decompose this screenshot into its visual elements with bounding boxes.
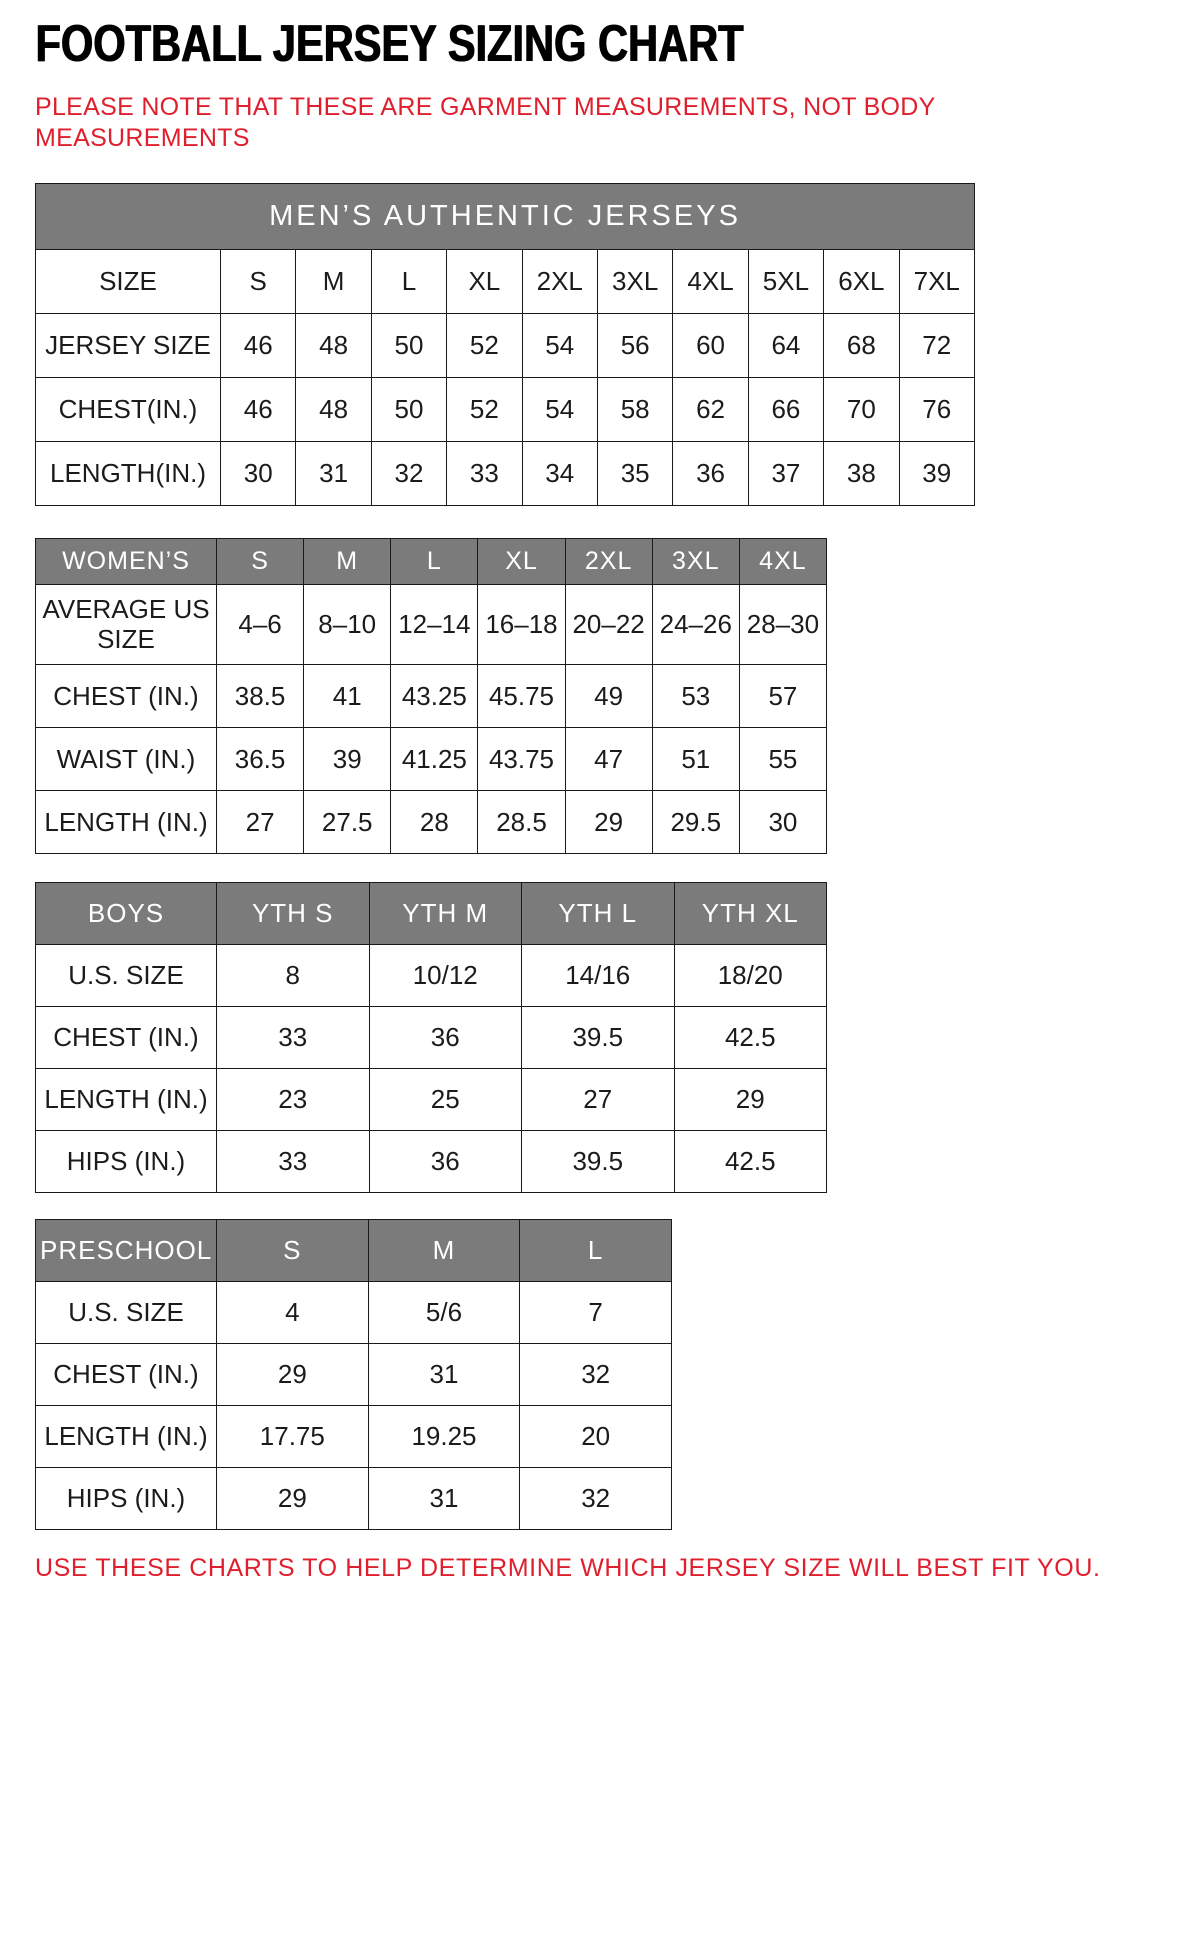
size-cell: 35	[597, 442, 672, 506]
size-cell: 43.75	[478, 728, 565, 791]
size-cell: 23	[217, 1069, 370, 1131]
table-row	[36, 585, 827, 665]
size-cell: 28–30	[739, 585, 826, 665]
size-cell: 42.5	[674, 1131, 827, 1193]
table-row	[36, 378, 975, 442]
row-label: LENGTH(IN.)	[36, 442, 221, 506]
size-header-cell: YTH L	[522, 883, 675, 945]
size-cell: 8	[217, 945, 370, 1007]
size-cell: 29	[217, 1344, 369, 1406]
row-label: HIPS (IN.)	[36, 1131, 217, 1193]
womens-sizing-table	[35, 538, 827, 854]
size-cell: 57	[739, 665, 826, 728]
size-cell: 5XL	[748, 250, 823, 314]
table-row	[36, 314, 975, 378]
mens-sizing-table	[35, 183, 975, 506]
size-cell: 54	[522, 314, 597, 378]
page-title: FOOTBALL JERSEY SIZING CHART	[35, 15, 744, 73]
size-cell: 28.5	[478, 791, 565, 854]
size-header-cell: 4XL	[739, 539, 826, 585]
size-header-cell: L	[391, 539, 478, 585]
size-cell: 8–10	[304, 585, 391, 665]
row-label: U.S. SIZE	[36, 1282, 217, 1344]
size-cell: 3XL	[597, 250, 672, 314]
size-cell: 48	[296, 378, 371, 442]
size-cell: 76	[899, 378, 974, 442]
size-cell: 18/20	[674, 945, 827, 1007]
size-cell: 72	[899, 314, 974, 378]
size-cell: 39.5	[522, 1131, 675, 1193]
size-cell: 50	[371, 378, 446, 442]
size-cell: 28	[391, 791, 478, 854]
size-cell: 37	[748, 442, 823, 506]
size-cell: 53	[652, 665, 739, 728]
size-cell: 46	[221, 314, 296, 378]
row-label: LENGTH (IN.)	[36, 1406, 217, 1468]
size-cell: 29.5	[652, 791, 739, 854]
size-cell: 31	[296, 442, 371, 506]
size-header-cell: 2XL	[565, 539, 652, 585]
size-cell: 60	[673, 314, 748, 378]
size-header-cell: S	[217, 539, 304, 585]
size-cell: 49	[565, 665, 652, 728]
preschool-table-title: PRESCHOOL	[36, 1220, 217, 1282]
size-header-cell: L	[520, 1220, 672, 1282]
table-row	[36, 1406, 672, 1468]
size-cell: 31	[368, 1344, 520, 1406]
table-row	[36, 1069, 827, 1131]
size-cell: 7XL	[899, 250, 974, 314]
table-header-row	[36, 539, 827, 585]
size-cell: 24–26	[652, 585, 739, 665]
size-cell: 33	[217, 1007, 370, 1069]
size-cell: 52	[447, 378, 522, 442]
size-cell: 42.5	[674, 1007, 827, 1069]
size-header-cell: M	[368, 1220, 520, 1282]
row-label: CHEST (IN.)	[36, 1344, 217, 1406]
size-cell: 32	[371, 442, 446, 506]
size-cell: 2XL	[522, 250, 597, 314]
size-cell: 46	[221, 378, 296, 442]
size-cell: 47	[565, 728, 652, 791]
size-cell: 19.25	[368, 1406, 520, 1468]
size-cell: 56	[597, 314, 672, 378]
size-cell: 39	[304, 728, 391, 791]
size-cell: 39.5	[522, 1007, 675, 1069]
table-row	[36, 1007, 827, 1069]
size-cell: 16–18	[478, 585, 565, 665]
garment-measurement-note: PLEASE NOTE THAT THESE ARE GARMENT MEASUREMENTS, NOT BODY MEASUREMENTS	[35, 93, 936, 152]
table-row	[36, 1344, 672, 1406]
size-cell: 48	[296, 314, 371, 378]
row-label: SIZE	[36, 250, 221, 314]
size-cell: 29	[674, 1069, 827, 1131]
size-cell: 31	[368, 1468, 520, 1530]
size-cell: 38	[824, 442, 899, 506]
size-cell: 27	[522, 1069, 675, 1131]
size-cell: 68	[824, 314, 899, 378]
size-cell: 20–22	[565, 585, 652, 665]
size-cell: 50	[371, 314, 446, 378]
size-cell: 41.25	[391, 728, 478, 791]
size-cell: S	[221, 250, 296, 314]
size-cell: 30	[739, 791, 826, 854]
size-header-cell: 3XL	[652, 539, 739, 585]
preschool-sizing-table	[35, 1219, 672, 1530]
size-header-cell: M	[304, 539, 391, 585]
size-cell: 34	[522, 442, 597, 506]
size-cell: 10/12	[369, 945, 522, 1007]
size-cell: 4XL	[673, 250, 748, 314]
size-cell: 12–14	[391, 585, 478, 665]
size-cell: L	[371, 250, 446, 314]
size-header-cell: S	[217, 1220, 369, 1282]
size-cell: 54	[522, 378, 597, 442]
row-label: CHEST(IN.)	[36, 378, 221, 442]
size-cell: 30	[221, 442, 296, 506]
row-label: CHEST (IN.)	[36, 1007, 217, 1069]
table-row	[36, 791, 827, 854]
table-header-row	[36, 883, 827, 945]
size-cell: 41	[304, 665, 391, 728]
size-cell: 32	[520, 1468, 672, 1530]
size-cell: 64	[748, 314, 823, 378]
table-row	[36, 728, 827, 791]
size-cell: M	[296, 250, 371, 314]
size-cell: 33	[447, 442, 522, 506]
row-label: LENGTH (IN.)	[36, 791, 217, 854]
boys-sizing-table	[35, 882, 827, 1193]
size-cell: 25	[369, 1069, 522, 1131]
size-cell: 27.5	[304, 791, 391, 854]
table-row	[36, 442, 975, 506]
table-row	[36, 945, 827, 1007]
row-label: U.S. SIZE	[36, 945, 217, 1007]
table-row	[36, 1468, 672, 1530]
size-cell: 58	[597, 378, 672, 442]
size-cell: 32	[520, 1344, 672, 1406]
table-title-row	[36, 184, 975, 250]
size-cell: 45.75	[478, 665, 565, 728]
size-cell: 20	[520, 1406, 672, 1468]
size-cell: 33	[217, 1131, 370, 1193]
table-row	[36, 1131, 827, 1193]
size-cell: 4–6	[217, 585, 304, 665]
row-label: JERSEY SIZE	[36, 314, 221, 378]
size-cell: 7	[520, 1282, 672, 1344]
mens-table-title: MEN’S AUTHENTIC JERSEYS	[36, 184, 975, 250]
table-row	[36, 250, 975, 314]
size-cell: 36.5	[217, 728, 304, 791]
size-cell: 29	[217, 1468, 369, 1530]
table-header-row	[36, 1220, 672, 1282]
size-cell: 55	[739, 728, 826, 791]
size-cell: 36	[673, 442, 748, 506]
size-cell: 17.75	[217, 1406, 369, 1468]
size-cell: 38.5	[217, 665, 304, 728]
size-cell: 29	[565, 791, 652, 854]
size-cell: 5/6	[368, 1282, 520, 1344]
row-label: AVERAGE US SIZE	[36, 585, 217, 665]
table-row	[36, 1282, 672, 1344]
size-cell: 62	[673, 378, 748, 442]
size-cell: 52	[447, 314, 522, 378]
size-cell: 36	[369, 1007, 522, 1069]
size-cell: 66	[748, 378, 823, 442]
size-cell: 4	[217, 1282, 369, 1344]
womens-table-title: WOMEN’S	[36, 539, 217, 585]
size-cell: 14/16	[522, 945, 675, 1007]
size-cell: 51	[652, 728, 739, 791]
boys-table-title: BOYS	[36, 883, 217, 945]
size-header-cell: XL	[478, 539, 565, 585]
size-cell: 70	[824, 378, 899, 442]
size-cell: 27	[217, 791, 304, 854]
size-cell: XL	[447, 250, 522, 314]
row-label: HIPS (IN.)	[36, 1468, 217, 1530]
row-label: LENGTH (IN.)	[36, 1069, 217, 1131]
size-header-cell: YTH XL	[674, 883, 827, 945]
row-label: CHEST (IN.)	[36, 665, 217, 728]
size-cell: 39	[899, 442, 974, 506]
size-cell: 36	[369, 1131, 522, 1193]
table-row	[36, 665, 827, 728]
size-header-cell: YTH S	[217, 883, 370, 945]
fit-advice-note: USE THESE CHARTS TO HELP DETERMINE WHICH JERSEY SIZE WILL BEST FIT YOU.	[35, 1554, 1101, 1582]
size-cell: 6XL	[824, 250, 899, 314]
size-cell: 43.25	[391, 665, 478, 728]
size-header-cell: YTH M	[369, 883, 522, 945]
row-label: WAIST (IN.)	[36, 728, 217, 791]
